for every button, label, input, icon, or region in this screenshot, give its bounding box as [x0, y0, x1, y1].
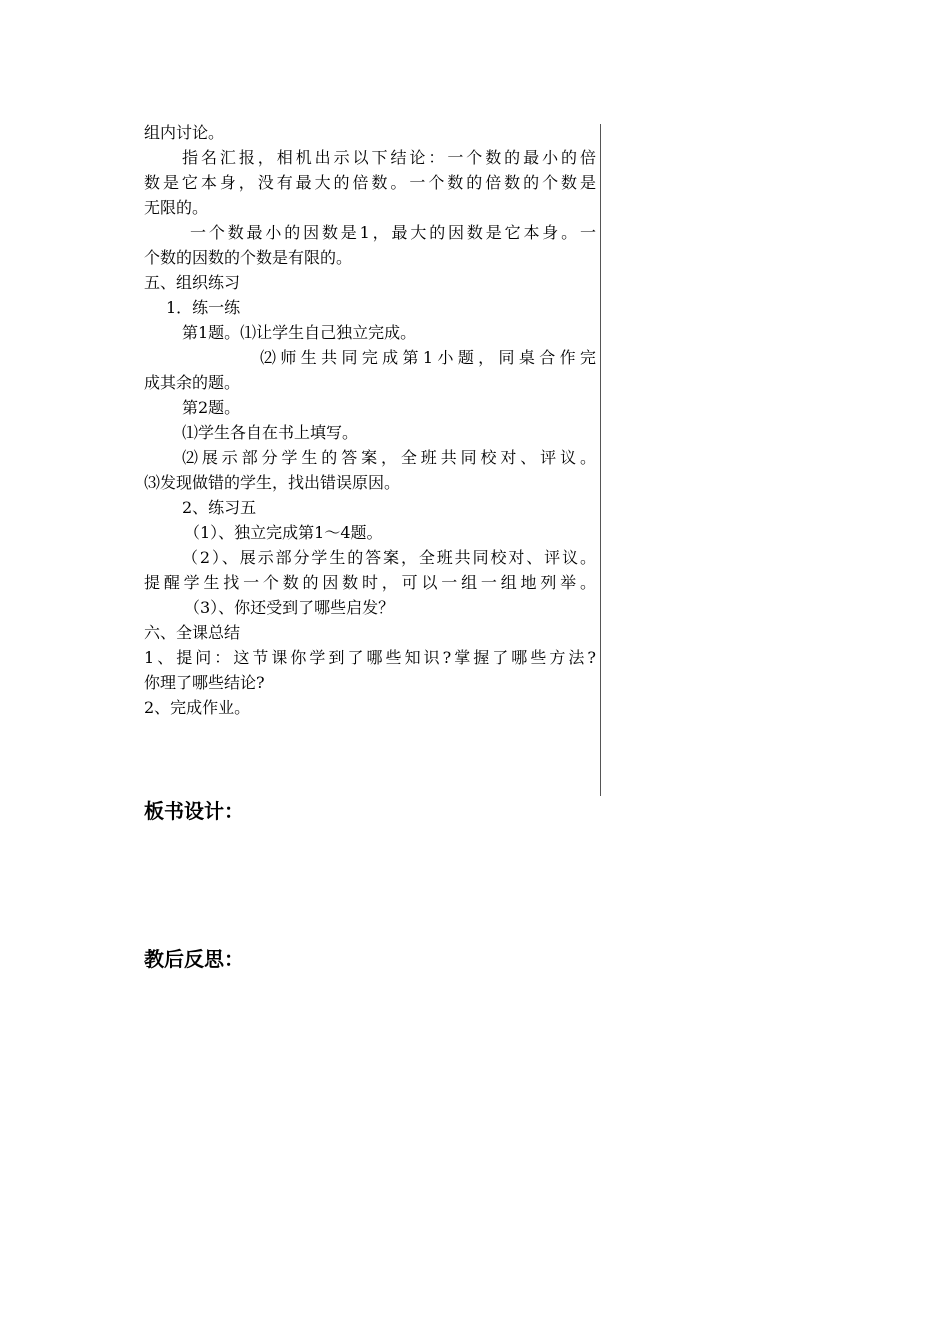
text-line: 成其余的题。 — [144, 373, 241, 392]
text-line: 无限的。 — [144, 198, 209, 217]
section-heading: 六、全课总结 — [144, 623, 241, 642]
reflection-heading: 教后反思： — [144, 947, 244, 971]
board-design-heading: 板书设计： — [144, 799, 244, 823]
text-line: ⑵展示部分学生的答案，全班共同校对、评议。 — [182, 448, 596, 467]
text-line: 第1题。⑴让学生自己独立完成。 — [182, 323, 417, 342]
text-line: （2）、展示部分学生的答案，全班共同校对、评议。 — [182, 548, 596, 567]
text-line: 指名汇报，相机出示以下结论：一个数的最小的倍 — [182, 148, 596, 167]
lesson-content — [144, 120, 596, 720]
section-heading: 五、组织练习 — [144, 273, 241, 292]
text-line: 提醒学生找一个数的因数时，可以一组一组地列举。 — [144, 573, 596, 592]
text-line: 你理了哪些结论? — [144, 673, 265, 692]
text-line: ⑶发现做错的学生，找出错误原因。 — [144, 473, 401, 492]
text-line: （3）、你还受到了哪些启发？ — [184, 598, 395, 617]
text-line: 一个数最小的因数是1，最大的因数是它本身。一 — [190, 223, 596, 242]
text-line: 第2题。 — [182, 398, 241, 417]
text-line: 个数的因数的个数是有限的。 — [144, 248, 353, 267]
text-line: 2、练习五 — [182, 498, 257, 517]
text-line: 1、提问：这节课你学到了哪些知识?掌握了哪些方法? — [144, 648, 596, 667]
text-line: ⑵师生共同完成第1小题，同桌合作完 — [260, 348, 596, 367]
text-line: 数是它本身，没有最大的倍数。一个数的倍数的个数是 — [144, 173, 596, 192]
text-line: 1．练一练 — [166, 298, 241, 317]
text-line: ⑴学生各自在书上填写。 — [182, 423, 359, 442]
text-line: （1）、独立完成第1～4题。 — [184, 523, 383, 542]
text-line: 2、完成作业。 — [144, 698, 251, 717]
text-line: 组内讨论。 — [144, 123, 225, 142]
column-divider — [600, 124, 601, 796]
